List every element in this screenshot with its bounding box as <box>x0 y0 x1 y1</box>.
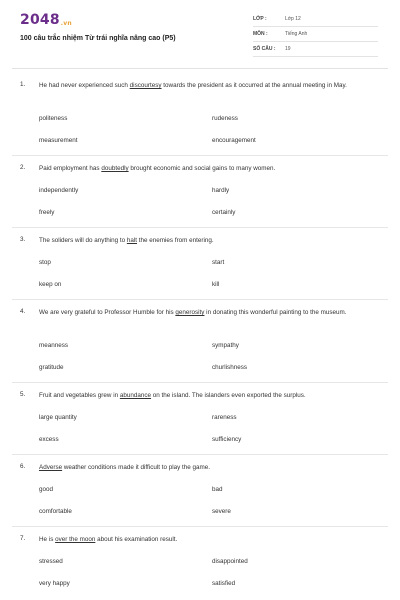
keyword: generosity <box>175 309 205 316</box>
option-c[interactable]: comfortable <box>39 508 72 515</box>
option-b[interactable]: disappointed <box>212 558 248 565</box>
option-c[interactable]: freely <box>39 209 55 216</box>
header-divider <box>12 68 388 69</box>
question-text: We are very grateful to Professor Humble for his generosity in donating this wonderful painting to the museum. <box>39 309 347 316</box>
meta-row-class <box>253 14 378 27</box>
option-d[interactable]: sufficiency <box>212 436 242 443</box>
option-b[interactable]: rudeness <box>212 115 238 122</box>
logo-suffix: .vn <box>60 20 72 27</box>
option-a[interactable]: politeness <box>39 115 68 122</box>
question-text: The soliders will do anything to halt the enemies from entering. <box>39 237 214 244</box>
question-divider <box>12 227 388 228</box>
logo-text: 2048 <box>20 12 60 28</box>
keyword: Adverse <box>39 464 63 471</box>
page-header <box>0 0 400 66</box>
question-divider <box>12 382 388 383</box>
option-b[interactable]: start <box>212 259 225 266</box>
option-d[interactable]: kill <box>212 281 220 288</box>
meta-key: MÔN : <box>253 31 268 37</box>
question-divider <box>12 454 388 455</box>
question-number: 2. <box>20 164 26 171</box>
option-a[interactable]: stop <box>39 259 51 266</box>
meta-row-count <box>253 44 378 57</box>
question-number: 1. <box>20 81 26 88</box>
question-text: Adverse weather conditions made it difficult to play the game. <box>39 464 211 471</box>
question-text: Fruit and vegetables grew in abundance on the island. The islanders even exported the surplus. <box>39 392 306 399</box>
keyword: doubtedly <box>101 165 129 172</box>
question-text: He is over the moon about his examination result. <box>39 536 178 543</box>
question-number: 4. <box>20 308 26 315</box>
meta-value: Tiếng Anh <box>285 31 308 37</box>
option-d[interactable]: satisfied <box>212 580 236 587</box>
option-a[interactable]: large quantity <box>39 414 77 421</box>
site-logo[interactable] <box>20 12 72 28</box>
meta-value: 19 <box>285 46 291 52</box>
option-a[interactable]: independently <box>39 187 79 194</box>
keyword: halt <box>126 237 138 244</box>
question-text: He had never experienced such discourtesy towards the president as it occurred at the annual meeting in May. <box>39 82 347 89</box>
option-a[interactable]: meanness <box>39 342 69 349</box>
option-c[interactable]: very happy <box>39 580 70 587</box>
question-number: 7. <box>20 535 26 542</box>
question-number: 6. <box>20 463 26 470</box>
option-d[interactable]: churlishness <box>212 364 247 371</box>
option-c[interactable]: keep on <box>39 281 62 288</box>
option-d[interactable]: encouragement <box>212 137 256 144</box>
meta-key: LỚP : <box>253 16 267 22</box>
option-b[interactable]: sympathy <box>212 342 239 349</box>
document-title: 100 câu trắc nhiệm Từ trái nghĩa nâng cao (P5) <box>20 35 176 42</box>
meta-key: SỐ CÂU : <box>253 46 276 52</box>
question-text: Paid employment has doubtedly brought economic and social gains to many women. <box>39 165 276 172</box>
option-b[interactable]: rareness <box>212 414 237 421</box>
option-d[interactable]: certainly <box>212 209 236 216</box>
question-divider <box>12 526 388 527</box>
keyword: abundance <box>119 392 152 399</box>
option-b[interactable]: hardly <box>212 187 230 194</box>
question-divider <box>12 155 388 156</box>
question-number: 5. <box>20 391 26 398</box>
meta-value: Lớp 12 <box>285 16 301 22</box>
option-c[interactable]: gratitude <box>39 364 64 371</box>
question-number: 3. <box>20 236 26 243</box>
question-divider <box>12 299 388 300</box>
keyword: discourtesy <box>129 82 162 89</box>
meta-row-subject <box>253 29 378 42</box>
option-a[interactable]: stressed <box>39 558 63 565</box>
option-b[interactable]: bad <box>212 486 223 493</box>
option-d[interactable]: severe <box>212 508 231 515</box>
option-c[interactable]: excess <box>39 436 59 443</box>
keyword: over the moon <box>55 536 96 543</box>
option-a[interactable]: good <box>39 486 54 493</box>
option-c[interactable]: measurement <box>39 137 78 144</box>
